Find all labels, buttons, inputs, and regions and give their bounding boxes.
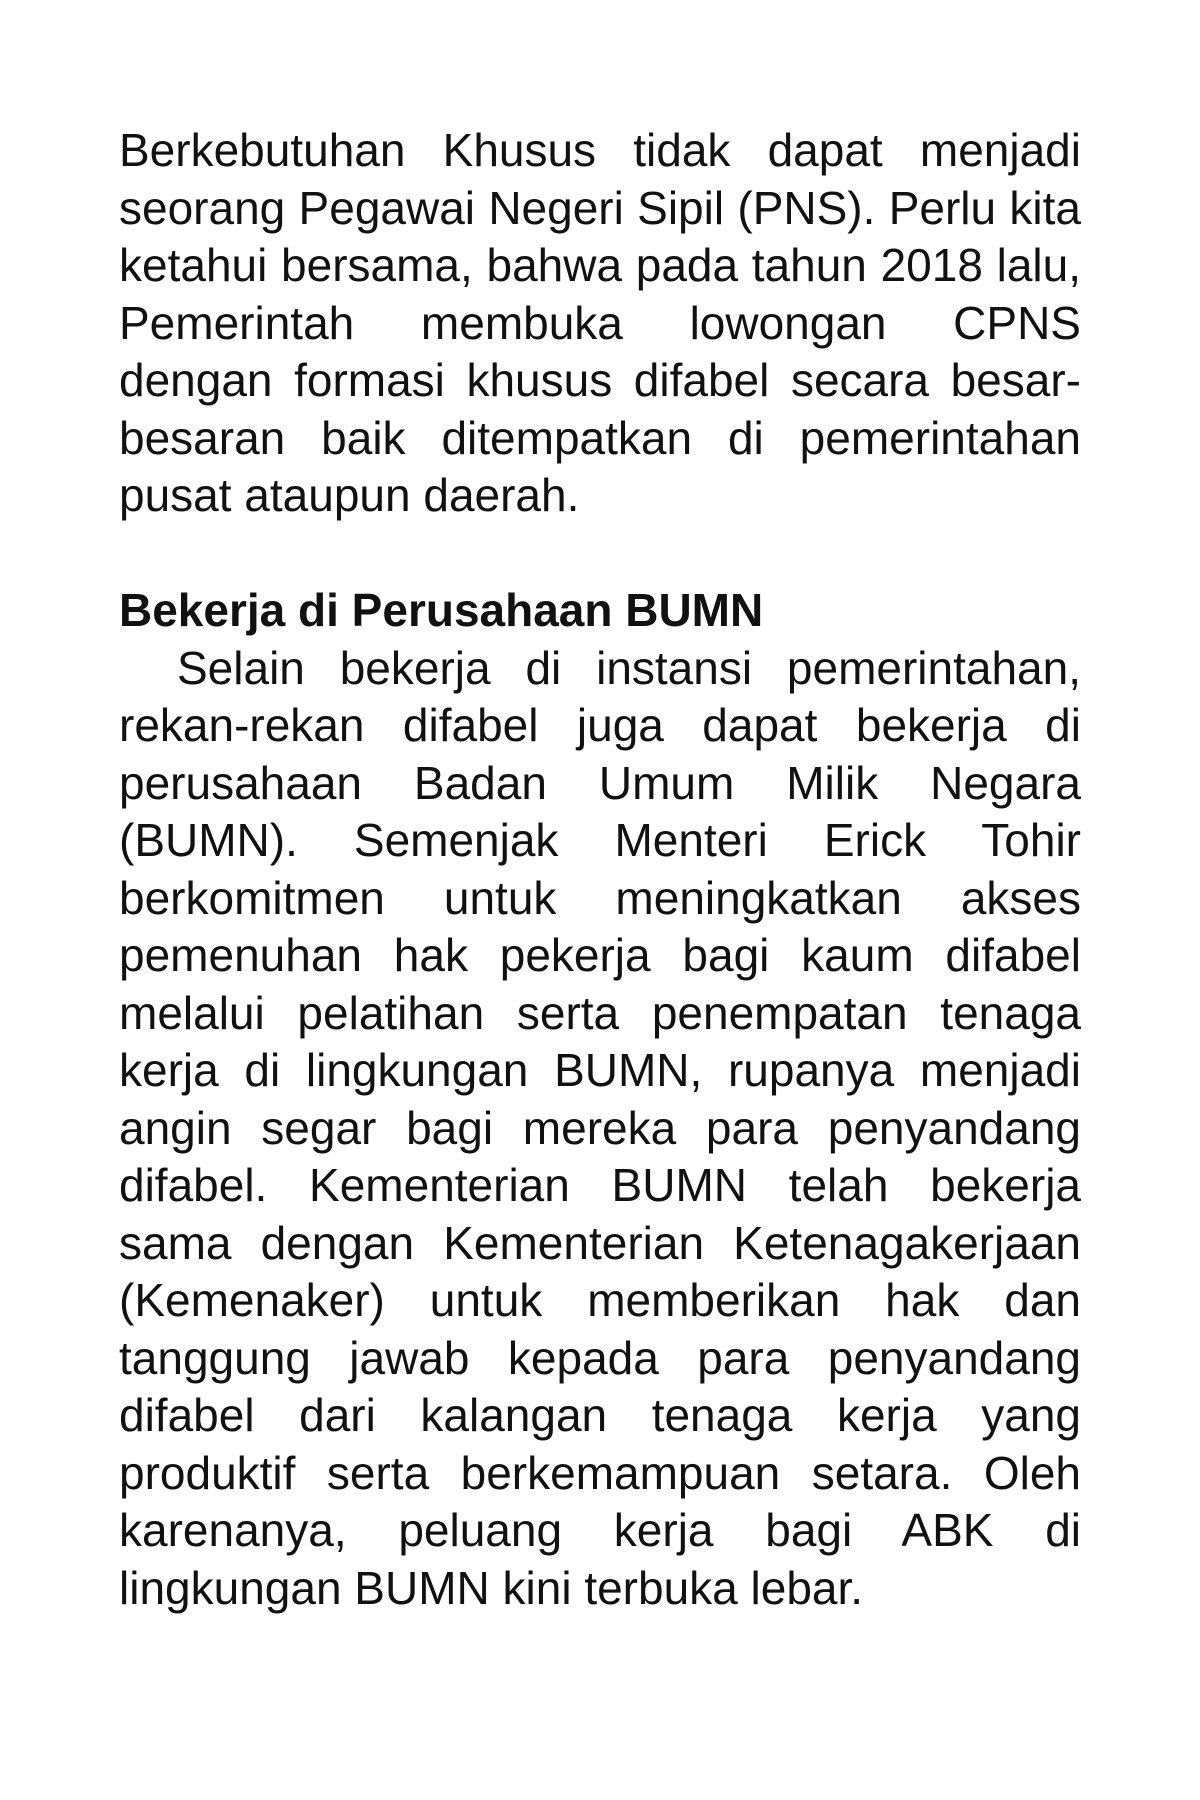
body-paragraph-1: Berkebutuhan Khusus tidak dapat menjadi seorang Pegawai Negeri Sipil (PNS). Perlu kita ketahui bersama, bahwa pada tahun 2018 lalu, Pemerintah membuka lowongan CPNS dengan formasi khusus difabel secara besar-besaran baik ditempatkan di pemerintahan pusat ataupun daerah.: [119, 124, 1081, 521]
paragraph-spacer: [119, 525, 1081, 583]
body-paragraph-2: Selain bekerja di instansi pemerintahan, rekan-rekan difabel juga dapat bekerja di perusahaan Badan Umum Milik Negara (BUMN). Semenjak Menteri Erick Tohir berkomitmen untuk meningkatkan akses pemenuhan hak pekerja bagi kaum difabel melalui pelatihan serta penempatan tenaga kerja di lingkungan BUMN, rupanya menjadi angin segar bagi mereka para penyandang difabel. Kementerian BUMN telah bekerja sama dengan Kementerian Ketenagakerjaan (Kemenaker) untuk memberikan hak dan tanggung jawab kepada para penyandang difabel dari kalangan tenaga kerja yang produktif serta berkemampuan setara. Oleh karenanya, peluang kerja bagi ABK di lingkungan BUMN kini terbuka lebar.: [119, 641, 1081, 1614]
section-heading: Bekerja di Perusahaan BUMN: [119, 584, 764, 636]
document-page: [119, 122, 1081, 1617]
